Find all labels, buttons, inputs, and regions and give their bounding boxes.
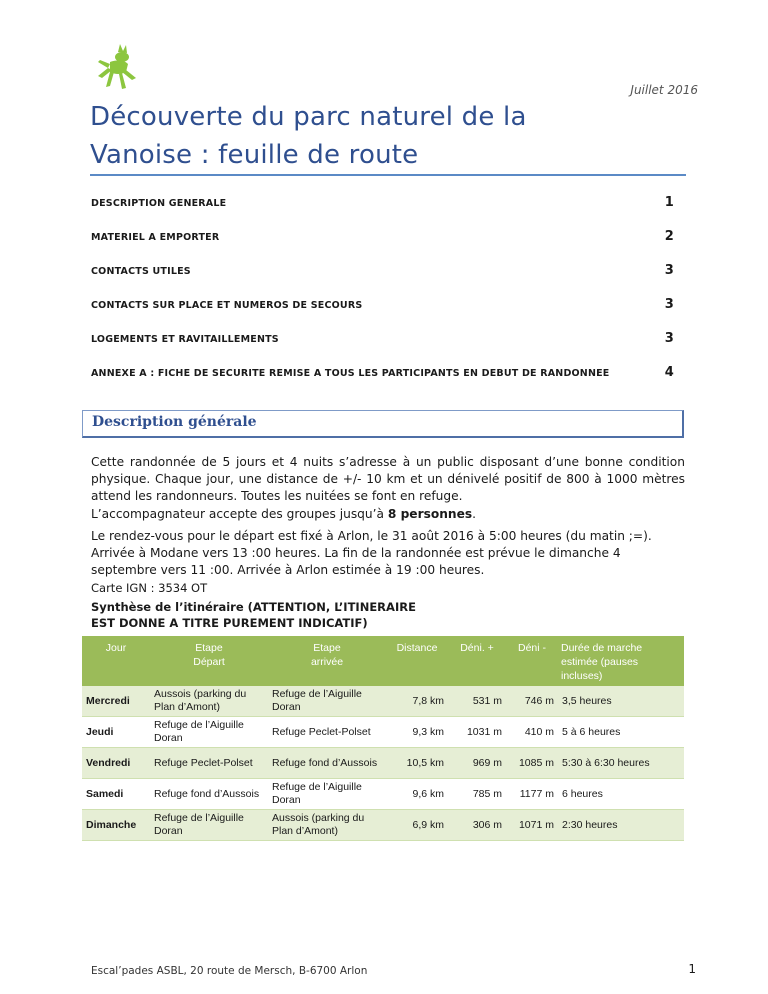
toc-entry-page: 3 [664, 297, 674, 312]
toc-entry[interactable] [91, 332, 684, 366]
toc-entry-page: 4 [664, 365, 674, 380]
table-cell: Aussois (parking du Plan d’Amont) [150, 686, 268, 717]
column-header: Déni. + [448, 636, 506, 686]
table-cell: Refuge fond d’Aussois [268, 748, 386, 779]
itinerary-heading: Synthèse de l’itinéraire (ATTENTION, L’ITINERAIRE EST DONNE A TITRE PUREMENT INDICATIF) [91, 600, 416, 630]
toc-entry-page: 2 [664, 229, 674, 244]
table-of-contents [91, 196, 684, 400]
table-cell: 969 m [448, 748, 506, 779]
toc-entry-label: ANNEXE A : FICHE DE SECURITE REMISE A TOUS LES PARTICIPANTS EN DEBUT DE RANDONNEE [91, 368, 610, 379]
group-size-text: L’accompagnateur accepte des groupes jusqu’à [91, 507, 388, 521]
group-size-end: . [472, 507, 476, 521]
section-heading: Description générale [92, 414, 257, 430]
table-row [82, 748, 684, 779]
document-date: Juillet 2016 [630, 83, 698, 97]
table-cell: Refuge de l’Aiguille Doran [268, 686, 386, 717]
table-cell: Samedi [82, 779, 150, 810]
table-cell: Refuge de l’Aiguille Doran [268, 779, 386, 810]
footer-address: Escal’pades ASBL, 20 route de Mersch, B-6700 Arlon [91, 965, 368, 977]
table-cell: Refuge Peclet-Polset [268, 717, 386, 748]
intro-paragraph: Cette randonnée de 5 jours et 4 nuits s’adresse à un public disposant d’une bonne condition physique. Chaque jour, une distance de +/- 10 km et un dénivelé positif de 800 à 1000 mètres attend les randonneurs. Toutes les nuitées se font en refuge. [91, 455, 685, 503]
table-cell: Aussois (parking du Plan d’Amont) [268, 810, 386, 841]
table-cell: 9,6 km [386, 779, 448, 810]
table-cell: 5:30 à 6:30 heures [558, 748, 684, 779]
table-cell: Mercredi [82, 686, 150, 717]
table-cell: 1177 m [506, 779, 558, 810]
table-row [82, 810, 684, 841]
table-row [82, 686, 684, 717]
column-header: Jour [82, 636, 150, 686]
page-number: 1 [688, 962, 696, 976]
column-header: Déni - [506, 636, 558, 686]
table-cell: 785 m [448, 779, 506, 810]
table-cell: 5 à 6 heures [558, 717, 684, 748]
toc-entry[interactable] [91, 298, 684, 332]
column-header: Durée de marche estimée (pauses incluses) [558, 636, 684, 686]
title-divider [90, 174, 686, 176]
toc-entry-label: MATERIEL A EMPORTER [91, 232, 220, 243]
table-cell: Refuge fond d’Aussois [150, 779, 268, 810]
title-line-2: Vanoise : feuille de route [90, 140, 419, 170]
map-reference: Carte IGN : 3534 OT [91, 581, 208, 595]
table-header-row [82, 636, 684, 686]
column-header: Etape Départ [150, 636, 268, 686]
group-size-paragraph [91, 506, 685, 523]
table-cell: 6 heures [558, 779, 684, 810]
itinerary-table [82, 636, 684, 841]
table-row [82, 779, 684, 810]
table-cell: Jeudi [82, 717, 150, 748]
table-cell: Refuge de l’Aiguille Doran [150, 810, 268, 841]
toc-entry-label: CONTACTS SUR PLACE ET NUMEROS DE SECOURS [91, 300, 363, 311]
table-row [82, 717, 684, 748]
table-cell: 1031 m [448, 717, 506, 748]
table-cell: Refuge Peclet-Polset [150, 748, 268, 779]
table-cell: Refuge de l’Aiguille Doran [150, 717, 268, 748]
table-cell: 1071 m [506, 810, 558, 841]
toc-entry-page: 3 [664, 263, 674, 278]
column-header: Distance [386, 636, 448, 686]
schedule-paragraph: Le rendez-vous pour le départ est fixé à Arlon, le 31 août 2016 à 5:00 heures (du matin ;=). Arrivée à Modane vers 13 :00 heures. La fin de la randonnée est prévue le dimanche 4 septembre vers 11 :00. Arrivée à Arlon estimée à 19 :00 heures. [91, 529, 652, 577]
table-cell: Dimanche [82, 810, 150, 841]
toc-entry-page: 1 [664, 195, 674, 210]
table-cell: 7,8 km [386, 686, 448, 717]
toc-entry[interactable] [91, 196, 684, 230]
table-cell: 306 m [448, 810, 506, 841]
toc-entry-label: LOGEMENTS ET RAVITAILLEMENTS [91, 334, 279, 345]
table-cell: 3,5 heures [558, 686, 684, 717]
table-cell: 10,5 km [386, 748, 448, 779]
toc-entry[interactable] [91, 264, 684, 298]
table-cell: 746 m [506, 686, 558, 717]
table-cell: 410 m [506, 717, 558, 748]
table-cell: Vendredi [82, 748, 150, 779]
table-cell: 1085 m [506, 748, 558, 779]
title-line-1: Découverte du parc naturel de la [90, 102, 527, 132]
toc-entry[interactable] [91, 230, 684, 264]
ibex-logo [92, 42, 142, 92]
toc-entry-label: DESCRIPTION GENERALE [91, 198, 227, 209]
group-size-value: 8 personnes [387, 507, 473, 521]
column-header: Etape arrivée [268, 636, 386, 686]
table-cell: 2:30 heures [558, 810, 684, 841]
page-title [90, 98, 527, 174]
toc-entry-page: 3 [664, 331, 674, 346]
table-cell: 531 m [448, 686, 506, 717]
toc-entry[interactable] [91, 366, 684, 400]
toc-entry-label: CONTACTS UTILES [91, 266, 191, 277]
table-cell: 6,9 km [386, 810, 448, 841]
table-cell: 9,3 km [386, 717, 448, 748]
